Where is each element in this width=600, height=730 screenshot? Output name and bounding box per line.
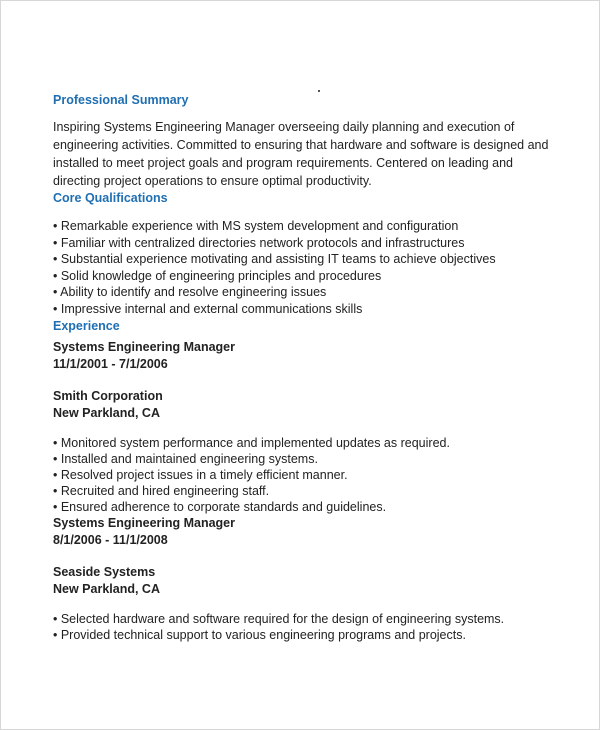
duty-item: • Ensured adherence to corporate standards and guidelines. xyxy=(53,499,387,514)
professional-summary-heading: Professional Summary xyxy=(53,93,189,107)
duty-item: • Monitored system performance and implemented updates as required. xyxy=(53,435,450,450)
company-name: Seaside Systems xyxy=(53,564,156,579)
qualification-item: • Remarkable experience with MS system development and configuration xyxy=(53,219,459,233)
job-entry xyxy=(53,515,553,643)
core-qualifications-list xyxy=(53,206,553,317)
job-duties-list xyxy=(53,435,553,515)
duty-item: • Selected hardware and software required for the design of engineering systems. xyxy=(53,611,505,626)
duty-item: • Recruited and hired engineering staff. xyxy=(53,483,270,498)
job-duties-list xyxy=(53,611,553,643)
job-dates: 11/1/2001 - 7/1/2006 xyxy=(53,356,168,371)
job-entry xyxy=(53,335,553,515)
company-name: Smith Corporation xyxy=(53,388,163,403)
job-title: Systems Engineering Manager xyxy=(53,339,236,354)
core-qualifications-heading: Core Qualifications xyxy=(53,190,168,205)
resume-document xyxy=(53,92,553,643)
duty-item: • Installed and maintained engineering systems. xyxy=(53,451,318,466)
experience-heading: Experience xyxy=(53,319,120,333)
job-dates: 8/1/2006 - 11/1/2008 xyxy=(53,532,168,547)
qualification-item: • Solid knowledge of engineering principles and procedures xyxy=(53,268,382,283)
company-location: New Parkland, CA xyxy=(53,405,160,420)
company-location: New Parkland, CA xyxy=(53,581,160,596)
professional-summary-text: Inspiring Systems Engineering Manager overseeing daily planning and execution of engineering activities. Committed to ensuring that hardware and software is designed and installed to meet project goals and program requirements. Centered on leading and directing project operations to ensure optimal productivity. xyxy=(53,119,549,188)
job-title: Systems Engineering Manager xyxy=(53,515,236,530)
qualification-item: • Familiar with centralized directories network protocols and infrastructures xyxy=(53,235,465,250)
duty-item: • Provided technical support to various engineering programs and projects. xyxy=(53,627,466,642)
duty-item: • Resolved project issues in a timely efficient manner. xyxy=(53,467,348,482)
qualification-item: • Ability to identify and resolve engineering issues xyxy=(53,285,327,299)
qualification-item: • Substantial experience motivating and assisting IT teams to achieve objectives xyxy=(53,252,496,266)
qualification-item: • Impressive internal and external communications skills xyxy=(53,301,363,316)
